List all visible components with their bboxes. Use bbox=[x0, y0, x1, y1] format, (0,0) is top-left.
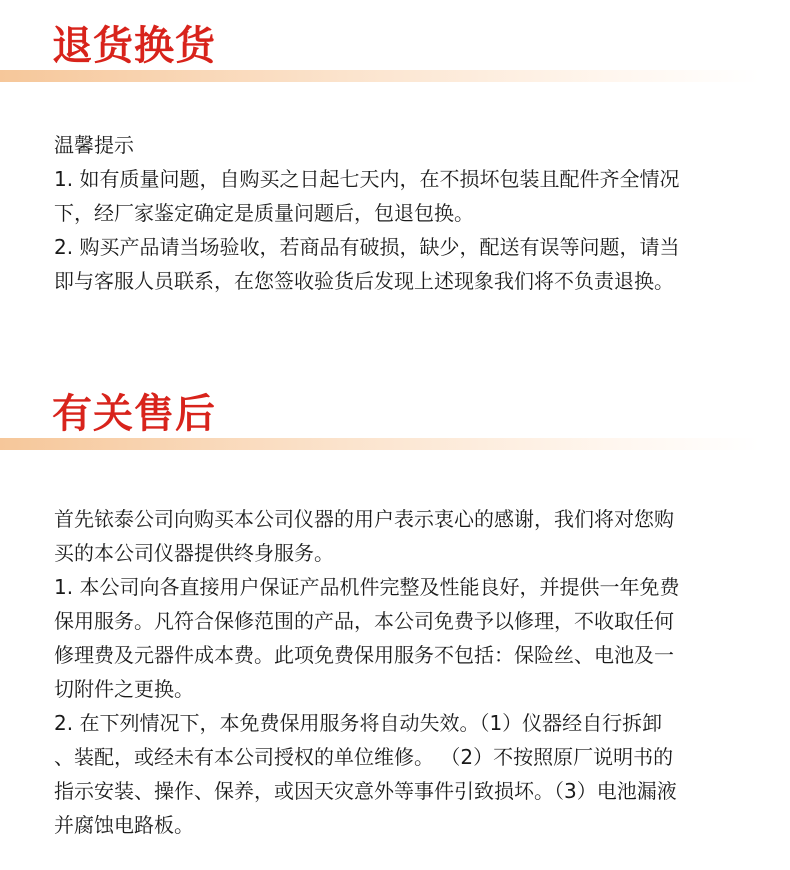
text-line: 1. 如有质量问题，自购买之日起七天内，在不损坏包装且配件齐全情况 bbox=[54, 167, 680, 191]
return-exchange-title: 退货换货 bbox=[52, 22, 216, 69]
text-line: 指示安装、操作、保养，或因天灾意外等事件引致损坏。（3）电池漏液 bbox=[54, 779, 677, 803]
after-sales-content bbox=[54, 502, 754, 842]
text-line: 2. 在下列情况下，本免费保用服务将自动失效。（1）仪器经自行拆卸 bbox=[54, 711, 663, 735]
text-line: 下，经厂家鉴定确定是质量问题后，包退包换。 bbox=[54, 201, 474, 225]
text-line: 、装配，或经未有本公司授权的单位维修。 （2）不按照原厂说明书的 bbox=[54, 745, 674, 769]
header-accent-bar bbox=[0, 438, 760, 450]
text-line: 即与客服人员联系，在您签收验货后发现上述现象我们将不负责退换。 bbox=[54, 269, 674, 293]
text-line: 修理费及元器件成本费。此项免费保用服务不包括：保险丝、电池及一 bbox=[54, 643, 674, 667]
after-sales-title: 有关售后 bbox=[52, 390, 216, 437]
return-exchange-content bbox=[54, 128, 754, 298]
header-accent-bar bbox=[0, 70, 760, 82]
notice-heading: 温馨提示 bbox=[54, 133, 134, 157]
text-line: 首先铱泰公司向购买本公司仪器的用户表示衷心的感谢，我们将对您购 bbox=[54, 507, 674, 531]
text-line: 并腐蚀电路板。 bbox=[54, 813, 194, 837]
text-line: 1. 本公司向各直接用户保证产品机件完整及性能良好，并提供一年免费 bbox=[54, 575, 680, 599]
text-line: 保用服务。凡符合保修范围的产品，本公司免费予以修理，不收取任何 bbox=[54, 609, 674, 633]
text-line: 买的本公司仪器提供终身服务。 bbox=[54, 541, 334, 565]
text-line: 切附件之更换。 bbox=[54, 677, 194, 701]
text-line: 2. 购买产品请当场验收，若商品有破损，缺少，配送有误等问题，请当 bbox=[54, 235, 680, 259]
